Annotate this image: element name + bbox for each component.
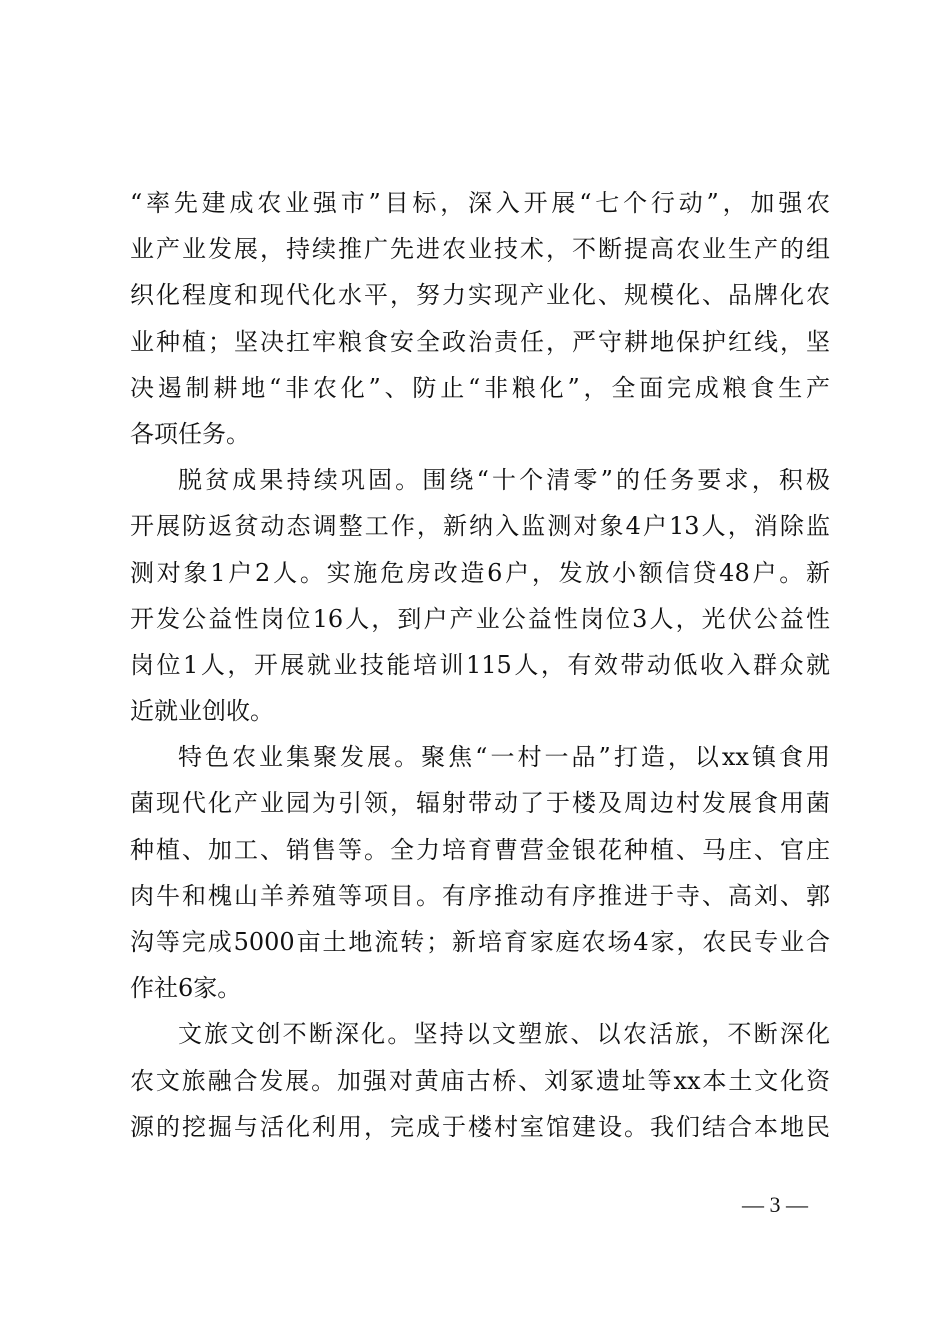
text-line: 织化程度和现代化水平，努力实现产业化、规模化、品牌化农	[130, 281, 830, 310]
text-line: 近就业创收。	[130, 697, 274, 726]
paragraph-poverty-alleviation	[130, 457, 830, 734]
text-line: 测对象1户2人。实施危房改造6户，发放小额信贷48户。新	[130, 558, 830, 587]
paragraph-specialty-agriculture	[130, 734, 830, 1011]
text-line: 特色农业集聚发展。聚焦“一村一品”打造，以xx镇食用	[178, 743, 830, 772]
text-line: 种植、加工、销售等。全力培育曹营金银花种植、马庄、官庄	[130, 835, 830, 864]
text-line: 开发公益性岗位16人，到户产业公益性岗位3人，光伏公益性	[130, 604, 830, 633]
text-line: 业种植；坚决扛牢粮食安全政治责任，严守耕地保护红线，坚	[130, 327, 830, 356]
paragraph-agriculture-goals	[130, 180, 830, 457]
page-number: — 3 —	[742, 1192, 808, 1217]
text-line: 开展防返贫动态调整工作，新纳入监测对象4户13人，消除监	[130, 512, 830, 541]
text-line: 沟等完成5000亩土地流转；新培育家庭农场4家，农民专业合	[130, 928, 830, 956]
text-line: 文旅文创不断深化。坚持以文塑旅、以农活旅，不断深化	[178, 1020, 830, 1049]
text-line: 肉牛和槐山羊养殖等项目。有序推动有序推进于寺、高刘、郭	[130, 881, 830, 910]
text-line: 业产业发展，持续推广先进农业技术，不断提高农业生产的组	[130, 235, 830, 264]
paragraph-culture-tourism	[130, 1011, 830, 1150]
text-line: 源的挖掘与活化利用，完成于楼村室馆建设。我们结合本地民	[130, 1112, 830, 1141]
text-line: 农文旅融合发展。加强对黄庙古桥、刘冢遗址等xx本土文化资	[130, 1066, 830, 1095]
text-line: 作社6家。	[130, 974, 242, 1003]
text-line: 菌现代化产业园为引领，辐射带动了于楼及周边村发展食用菌	[130, 789, 830, 818]
text-line: 脱贫成果持续巩固。围绕“十个清零”的任务要求，积极	[178, 466, 830, 495]
text-line: 决遏制耕地“非农化”、防止“非粮化”，全面完成粮食生产	[130, 373, 830, 402]
text-line: “率先建成农业强市”目标，深入开展“七个行动”，加强农	[130, 189, 830, 217]
text-line: 岗位1人，开展就业技能培训115人，有效带动低收入群众就	[130, 650, 830, 679]
text-line: 各项任务。	[130, 419, 250, 448]
body-text	[130, 180, 830, 1150]
